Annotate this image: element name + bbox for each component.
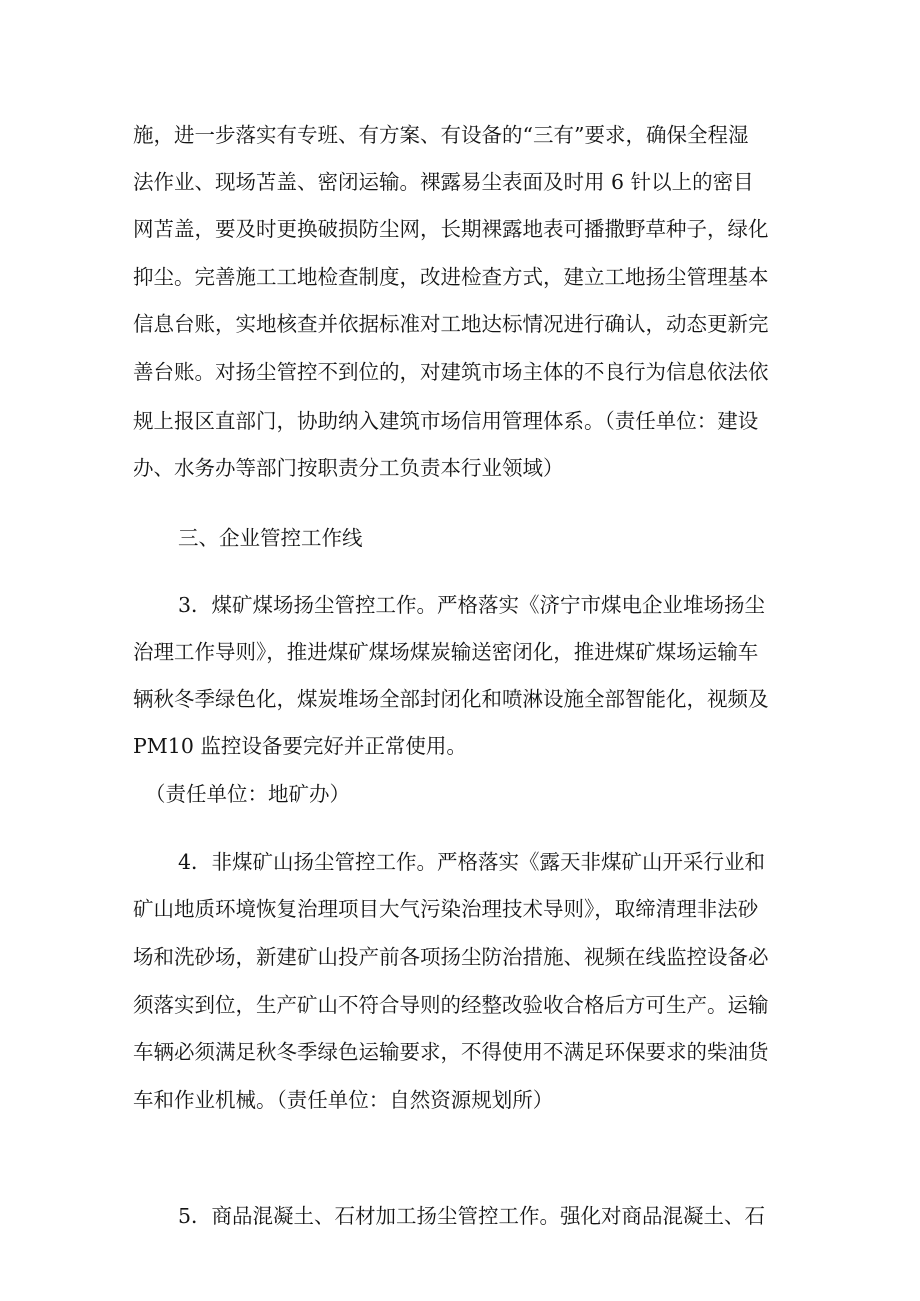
item-3-line [0,726,920,766]
paragraph-line [0,448,920,488]
item-4-line [0,985,920,1025]
section-heading [0,518,920,558]
paragraph-line [0,352,920,392]
line-text: 网苫盖，要及时更换破损防尘网，长期裸露地表可播撒野草种子，绿化 [133,217,769,241]
line-text: PM10 监控设备要完好并正常使用。 [133,734,467,758]
item-4-line [0,1080,920,1120]
line-text: 4．非煤矿山扬尘管控工作。严格落实《露天非煤矿山开采行业和 [178,850,766,874]
paragraph-line [0,257,920,297]
item-3-line [0,585,920,625]
line-text: 场和洗砂场，新建矿山投产前各项扬尘防治措施、视频在线监控设备必 [133,945,769,969]
line-text: 法作业、现场苫盖、密闭运输。裸露易尘表面及时用 6 针以上的密目 [133,170,754,194]
line-text: 辆秋冬季绿色化，煤炭堆场全部封闭化和喷淋设施全部智能化，视频及 [133,687,769,711]
line-text: 治理工作导则》，推进煤矿煤场煤炭输送密闭化，推进煤矿煤场运输车 [133,640,759,664]
item-5-line [0,1196,920,1236]
item-3-line [0,679,920,719]
item-4-line [0,937,920,977]
line-text: 须落实到位，生产矿山不符合导则的经整改验收合格后方可生产。运输 [133,993,769,1017]
item-3-line [0,632,920,672]
line-text: 5．商品混凝土、石材加工扬尘管控工作。强化对商品混凝土、石 [178,1204,766,1228]
line-text: 车和作业机械。（责任单位：自然资源规划所） [133,1088,554,1112]
item-3-responsibility [0,774,920,814]
paragraph-line [0,209,920,249]
line-text: 办、水务办等部门按职责分工负责本行业领域） [133,456,564,480]
line-text: 善台账。对扬尘管控不到位的，对建筑市场主体的不良行为信息依法依 [133,360,769,384]
item-4-line [0,1032,920,1072]
section-heading-text: 三、企业管控工作线 [178,526,363,550]
item-4-line [0,889,920,929]
paragraph-line [0,115,920,155]
line-text: 矿山地质环境恢复治理项目大气污染治理技术导则》，取缔清理非法砂 [133,897,759,921]
paragraph-line [0,401,920,441]
line-text: 规上报区直部门，协助纳入建筑市场信用管理体系。（责任单位：建设 [133,409,759,433]
paragraph-line [0,162,920,202]
line-text: 信息台账，实地核查并依据标准对工地达标情况进行确认，动态更新完 [133,312,769,336]
line-text: 3．煤矿煤场扬尘管控工作。严格落实《济宁市煤电企业堆场扬尘 [178,593,766,617]
line-text: 施，进一步落实有专班、有方案、有设备的“三有”要求，确保全程湿 [133,123,749,147]
item-4-line [0,842,920,882]
line-text: 车辆必须满足秋冬季绿色运输要求，不得使用不满足环保要求的柴油货 [133,1040,769,1064]
line-text: （责任单位：地矿办） [145,782,350,806]
paragraph-line [0,304,920,344]
line-text: 抑尘。完善施工工地检查制度，改进检查方式，建立工地扬尘管理基本 [133,265,769,289]
